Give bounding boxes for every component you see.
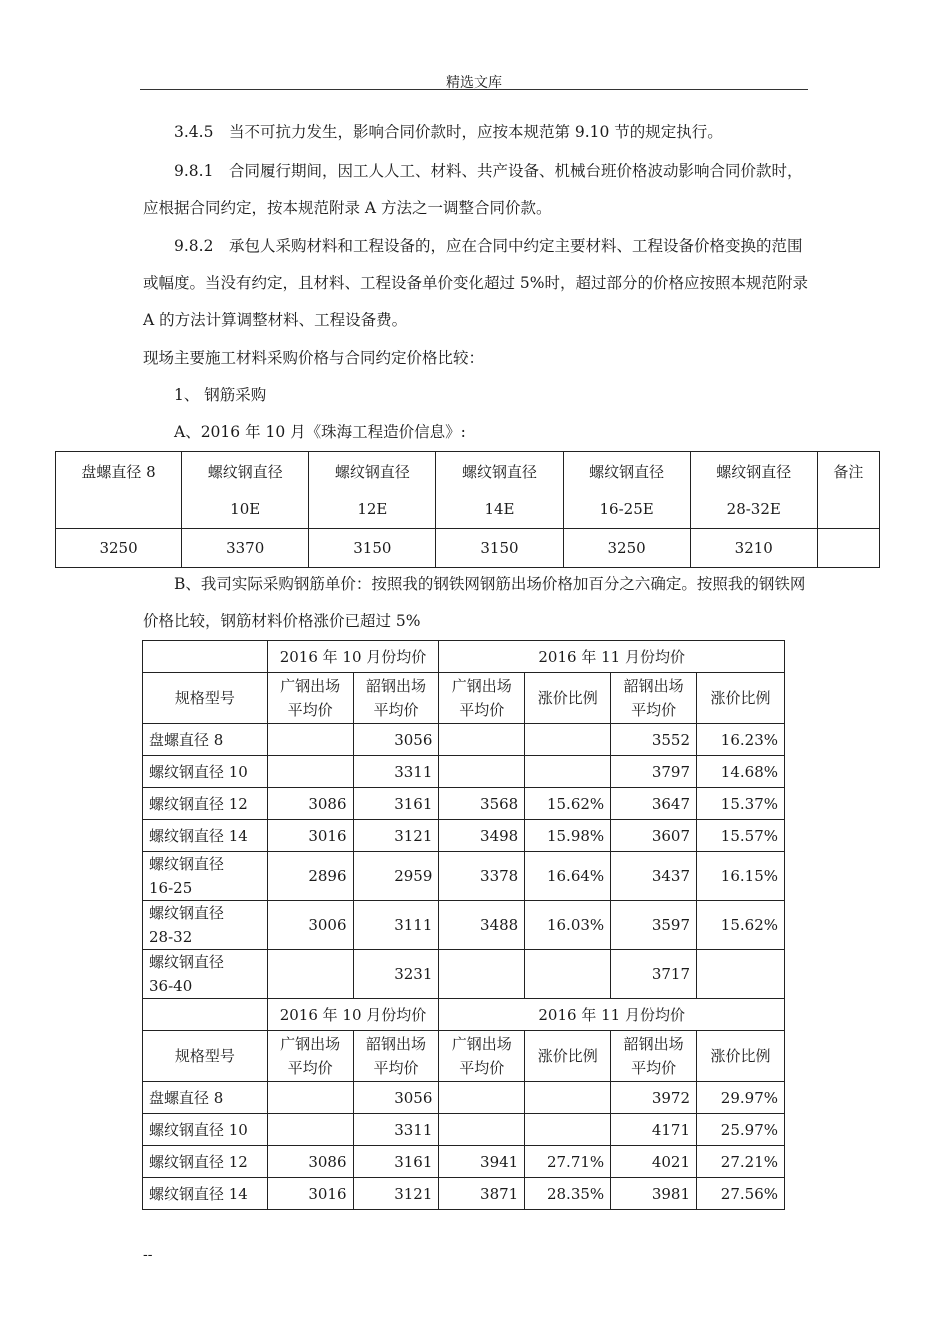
period-october: 2016 年 10 月份均价 bbox=[267, 999, 439, 1031]
price-cell: 3016 bbox=[267, 820, 353, 852]
period-november: 2016 年 11 月份均价 bbox=[439, 641, 785, 673]
price-cell: 3056 bbox=[353, 1082, 439, 1114]
sub-header-cell: 涨价比例 bbox=[697, 1031, 785, 1082]
table-row bbox=[143, 901, 785, 950]
table-cell: 3370 bbox=[182, 529, 309, 568]
price-cell bbox=[267, 724, 353, 756]
price-cell: 3016 bbox=[267, 1178, 353, 1210]
price-cell: 15.57% bbox=[697, 820, 785, 852]
sub-header-cell: 韶钢出场 平均价 bbox=[611, 673, 697, 724]
table-row bbox=[143, 1146, 785, 1178]
price-cell: 3311 bbox=[353, 756, 439, 788]
table-row bbox=[143, 1114, 785, 1146]
period-november: 2016 年 11 月份均价 bbox=[439, 999, 785, 1031]
blank-cell bbox=[143, 999, 268, 1031]
sub-header-cell: 广钢出场 平均价 bbox=[439, 673, 525, 724]
table-header-cell: 螺纹钢直径 12E bbox=[309, 452, 436, 529]
table-row bbox=[143, 724, 785, 756]
table-row bbox=[143, 788, 785, 820]
sub-header-row bbox=[143, 673, 785, 724]
paragraph-9-8-1: 9.8.1 合同履行期间，因工人人工、材料、共产设备、机械台班价格波动影响合同价款时，应根据合同约定，按本规范附录 A 方法之一调整合同价款。 bbox=[143, 162, 803, 217]
spec-name-cell: 螺纹钢直径 36-40 bbox=[143, 950, 268, 999]
price-cell: 25.97% bbox=[697, 1114, 785, 1146]
price-cell: 3121 bbox=[353, 820, 439, 852]
sub-header-cell: 广钢出场 平均价 bbox=[267, 1031, 353, 1082]
price-cell bbox=[439, 950, 525, 999]
price-cell bbox=[439, 756, 525, 788]
price-cell bbox=[267, 1082, 353, 1114]
price-cell: 29.97% bbox=[697, 1082, 785, 1114]
paragraph-9-8-2: 9.8.2 承包人采购材料和工程设备的，应在合同中约定主要材料、工程设备价格变换的范围或幅度。当没有约定，且材料、工程设备单价变化超过 5%时，超过部分的价格应按照本规范附录 A 的方法计算调整材料、工程设备费。 bbox=[143, 237, 809, 329]
spec-name-cell: 盘螺直径 8 bbox=[143, 724, 268, 756]
price-cell bbox=[525, 1082, 611, 1114]
table-header-cell: 盘螺直径 8 bbox=[56, 452, 182, 529]
footer-mark: -- bbox=[143, 1247, 153, 1263]
sub-header-cell: 涨价比例 bbox=[525, 1031, 611, 1082]
price-cell bbox=[697, 950, 785, 999]
spec-name-cell: 螺纹钢直径 28-32 bbox=[143, 901, 268, 950]
spec-label: 规格型号 bbox=[143, 673, 268, 724]
price-cell: 16.03% bbox=[525, 901, 611, 950]
price-cell: 3437 bbox=[611, 852, 697, 901]
price-cell: 3647 bbox=[611, 788, 697, 820]
table-header-cell: 备注 bbox=[817, 452, 879, 529]
table-cell: 3150 bbox=[309, 529, 436, 568]
section-a-heading: A、2016 年 10 月《珠海工程造价信息》: bbox=[174, 423, 466, 441]
price-cell: 15.62% bbox=[697, 901, 785, 950]
period-october: 2016 年 10 月份均价 bbox=[267, 641, 439, 673]
price-cell: 16.23% bbox=[697, 724, 785, 756]
sub-header-cell: 涨价比例 bbox=[697, 673, 785, 724]
header-divider bbox=[140, 89, 808, 90]
price-cell: 3981 bbox=[611, 1178, 697, 1210]
table-row bbox=[143, 852, 785, 901]
table-cell: 3250 bbox=[563, 529, 690, 568]
price-cell: 27.21% bbox=[697, 1146, 785, 1178]
sub-header-cell: 涨价比例 bbox=[525, 673, 611, 724]
price-cell: 2959 bbox=[353, 852, 439, 901]
purchase-price-comparison-table bbox=[142, 640, 785, 1210]
price-cell: 3568 bbox=[439, 788, 525, 820]
sub-header-cell: 广钢出场 平均价 bbox=[267, 673, 353, 724]
price-cell bbox=[267, 756, 353, 788]
table-cell bbox=[817, 529, 879, 568]
price-cell: 2896 bbox=[267, 852, 353, 901]
sub-header-cell: 韶钢出场 平均价 bbox=[353, 1031, 439, 1082]
price-cell: 3086 bbox=[267, 788, 353, 820]
table-row bbox=[143, 756, 785, 788]
price-cell: 3717 bbox=[611, 950, 697, 999]
price-cell: 3231 bbox=[353, 950, 439, 999]
sub-header-cell: 韶钢出场 平均价 bbox=[611, 1031, 697, 1082]
price-cell: 3972 bbox=[611, 1082, 697, 1114]
price-cell: 16.15% bbox=[697, 852, 785, 901]
spec-name-cell: 螺纹钢直径 14 bbox=[143, 820, 268, 852]
price-info-table bbox=[55, 451, 880, 568]
section-b-paragraph: B、我司实际采购钢筋单价：按照我的钢铁网钢筋出场价格加百分之六确定。按照我的钢铁网价格比较，钢筋材料价格涨价已超过 5% bbox=[143, 575, 806, 630]
price-cell: 3607 bbox=[611, 820, 697, 852]
price-cell: 3797 bbox=[611, 756, 697, 788]
price-cell: 14.68% bbox=[697, 756, 785, 788]
price-cell: 15.37% bbox=[697, 788, 785, 820]
price-cell: 4021 bbox=[611, 1146, 697, 1178]
price-cell bbox=[439, 1082, 525, 1114]
table-header-cell: 螺纹钢直径 28-32E bbox=[690, 452, 817, 529]
spec-label: 规格型号 bbox=[143, 1031, 268, 1082]
price-cell: 3311 bbox=[353, 1114, 439, 1146]
spec-name-cell: 螺纹钢直径 12 bbox=[143, 788, 268, 820]
spec-name-cell: 螺纹钢直径 12 bbox=[143, 1146, 268, 1178]
price-cell: 3871 bbox=[439, 1178, 525, 1210]
price-cell: 3941 bbox=[439, 1146, 525, 1178]
price-cell bbox=[439, 724, 525, 756]
price-cell bbox=[525, 1114, 611, 1146]
spec-name-cell: 盘螺直径 8 bbox=[143, 1082, 268, 1114]
price-cell: 16.64% bbox=[525, 852, 611, 901]
price-cell: 3006 bbox=[267, 901, 353, 950]
paragraph-3-4-5: 3.4.5 当不可抗力发生，影响合同价款时，应按本规范第 9.10 节的规定执行。 bbox=[174, 123, 723, 141]
price-cell bbox=[525, 724, 611, 756]
price-cell: 3111 bbox=[353, 901, 439, 950]
price-cell: 27.71% bbox=[525, 1146, 611, 1178]
price-cell: 27.56% bbox=[697, 1178, 785, 1210]
price-cell: 15.98% bbox=[525, 820, 611, 852]
price-cell bbox=[439, 1114, 525, 1146]
period-header-row bbox=[143, 641, 785, 673]
price-cell bbox=[267, 950, 353, 999]
sub-header-row bbox=[143, 1031, 785, 1082]
table-row bbox=[143, 1178, 785, 1210]
price-cell: 28.35% bbox=[525, 1178, 611, 1210]
sub-header-cell: 韶钢出场 平均价 bbox=[353, 673, 439, 724]
price-cell: 3488 bbox=[439, 901, 525, 950]
price-cell bbox=[525, 756, 611, 788]
price-cell: 4171 bbox=[611, 1114, 697, 1146]
price-cell: 3161 bbox=[353, 1146, 439, 1178]
sub-header-cell: 广钢出场 平均价 bbox=[439, 1031, 525, 1082]
table-cell: 3150 bbox=[436, 529, 563, 568]
price-cell: 3552 bbox=[611, 724, 697, 756]
price-cell: 3498 bbox=[439, 820, 525, 852]
period-header-row bbox=[143, 999, 785, 1031]
table-header-cell: 螺纹钢直径 10E bbox=[182, 452, 309, 529]
spec-name-cell: 螺纹钢直径 10 bbox=[143, 756, 268, 788]
comparison-intro: 现场主要施工材料采购价格与合同约定价格比较： bbox=[143, 349, 485, 367]
price-cell: 3086 bbox=[267, 1146, 353, 1178]
table-header-cell: 螺纹钢直径 14E bbox=[436, 452, 563, 529]
table-header-cell: 螺纹钢直径 16-25E bbox=[563, 452, 690, 529]
price-cell: 3161 bbox=[353, 788, 439, 820]
table-row bbox=[143, 820, 785, 852]
spec-name-cell: 螺纹钢直径 10 bbox=[143, 1114, 268, 1146]
blank-cell bbox=[143, 641, 268, 673]
table-cell: 3250 bbox=[56, 529, 182, 568]
price-cell: 3378 bbox=[439, 852, 525, 901]
price-cell bbox=[525, 950, 611, 999]
table-row bbox=[143, 950, 785, 999]
price-cell: 3121 bbox=[353, 1178, 439, 1210]
price-cell: 15.62% bbox=[525, 788, 611, 820]
spec-name-cell: 螺纹钢直径 16-25 bbox=[143, 852, 268, 901]
section-rebar-purchase: 1、 钢筋采购 bbox=[174, 386, 267, 404]
table-cell: 3210 bbox=[690, 529, 817, 568]
table-row bbox=[143, 1082, 785, 1114]
price-cell bbox=[267, 1114, 353, 1146]
price-cell: 3056 bbox=[353, 724, 439, 756]
price-cell: 3597 bbox=[611, 901, 697, 950]
page-header: 精选文库 bbox=[446, 75, 502, 91]
spec-name-cell: 螺纹钢直径 14 bbox=[143, 1178, 268, 1210]
